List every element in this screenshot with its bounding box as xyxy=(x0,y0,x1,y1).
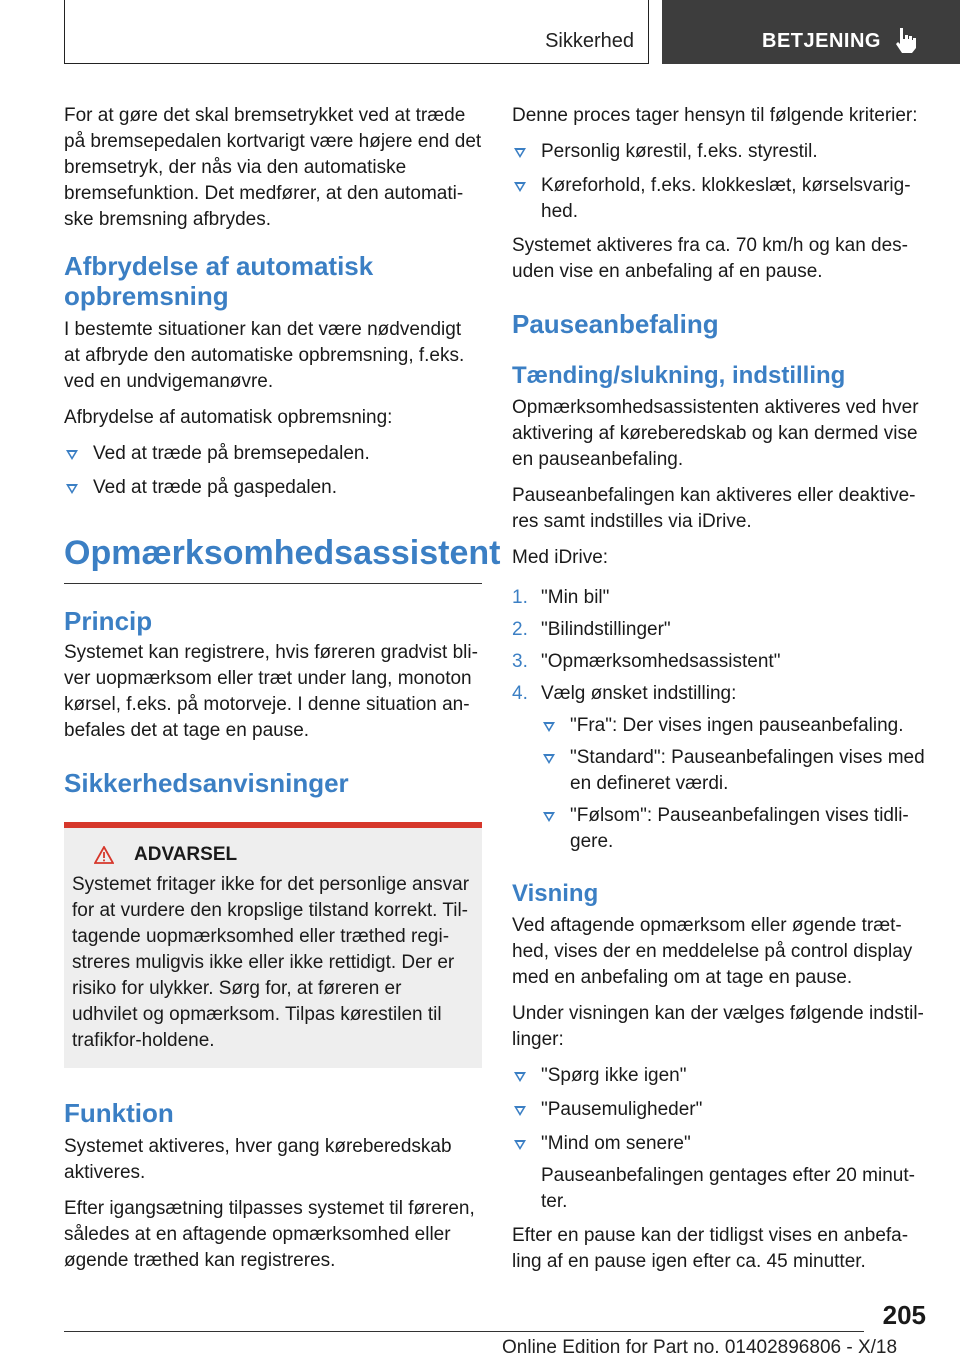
triangle-bullet-icon xyxy=(514,1072,526,1082)
list-item: "Standard": Pauseanbefalingen vises med en defineret værdi. xyxy=(541,745,926,797)
visning-list xyxy=(512,1063,926,1215)
right-column xyxy=(512,103,926,1285)
heading-princip: Princip xyxy=(64,606,153,636)
triangle-bullet-icon xyxy=(543,722,555,732)
triangle-bullet-icon xyxy=(543,754,555,764)
warning-text: Systemet fritager ikke for det personlige ansvar for at vurdere den kropslige tilstand korrekt. Til-tagende uopmærksomhed eller træthed regi-streres muligvis ikke eller ikke rettidigt. Der er risiko for ulykker. Sørg for, at føreren er udhvilet og opmærksom. Tilpas kørestilen til trafikfor-holdene. xyxy=(72,874,470,1051)
funktion-paragraph-2: Efter igangsætning tilpasses systemet til føreren, således at en aftagende opmærksomhed eller øgende træthed kan registreres. xyxy=(64,1198,475,1271)
list-item: "Følsom": Pauseanbefalingen vises tidli-gere. xyxy=(541,803,926,855)
idrive-lead: Med iDrive: xyxy=(512,547,609,568)
list-item: "Pausemuligheder" xyxy=(512,1097,926,1123)
activation-paragraph: Systemet aktiveres fra ca. 70 km/h og kan des-uden vise en anbefaling af en pause. xyxy=(512,235,909,282)
criteria-lead: Denne proces tager hensyn til følgende kriterier: xyxy=(512,105,918,126)
list-item: "Fra": Der vises ingen pauseanbefaling. xyxy=(541,713,926,739)
pointing-hand-icon xyxy=(894,26,918,54)
footer-divider xyxy=(64,1331,864,1332)
list-item: Ved at træde på bremsepedalen. xyxy=(64,441,482,467)
header-chapter-tab xyxy=(662,0,960,64)
step-item: 1. "Min bil" xyxy=(512,587,610,608)
heading-afbrydelse: Afbrydelse af automatisk opbremsning xyxy=(64,251,374,311)
triangle-bullet-icon xyxy=(66,450,78,460)
triangle-bullet-icon xyxy=(543,812,555,822)
heading-pause: Pauseanbefaling xyxy=(512,309,719,339)
idrive-steps xyxy=(512,585,926,855)
triangle-bullet-icon xyxy=(514,1106,526,1116)
visning-paragraph-1: Ved aftagende opmærksom eller øgende træt-hed, vises der en meddelelse på control display med en anbefaling om at tage en pause. xyxy=(512,915,913,988)
heading-divider xyxy=(64,583,482,584)
afbrydelse-lead: Afbrydelse af automatisk opbremsning: xyxy=(64,407,393,428)
heading-sikkerhed: Sikkerhedsanvisninger xyxy=(64,768,349,798)
list-item: "Spørg ikke igen" xyxy=(512,1063,926,1089)
princip-paragraph: Systemet kan registrere, hvis føreren gradvist bli-ver uopmærksom eller træt under lang, monoton kørsel, f.eks. på motorveje. I denne situation an-befales det at tage en pause. xyxy=(64,642,478,741)
taending-paragraph-1: Opmærksomhedsassistenten aktiveres ved hver aktivering af køreberedskab og kan dermed vise en pauseanbefaling. xyxy=(512,397,919,470)
intro-paragraph: For at gøre det skal bremsetrykket ved at træde på bremsepedalen kortvarigt være højere end det bremsetryk, der nås via den automatiske bremsefunktion. Det medfører, at den automati-ske bremsning afbrydes. xyxy=(64,105,482,230)
triangle-bullet-icon xyxy=(514,182,526,192)
warning-box xyxy=(64,822,482,1068)
page-number: 205 xyxy=(882,1300,926,1330)
triangle-bullet-icon xyxy=(514,148,526,158)
criteria-list xyxy=(512,139,926,225)
heading-taending: Tænding/slukning, indstilling xyxy=(512,362,846,389)
heading-funktion: Funktion xyxy=(64,1098,174,1128)
mind-note: Pauseanbefalingen gentages efter 20 minut-ter. xyxy=(541,1165,915,1212)
chapter-title: BETJENING xyxy=(762,30,881,52)
option-list xyxy=(541,713,926,855)
triangle-bullet-icon xyxy=(66,484,78,494)
triangle-bullet-icon xyxy=(514,1140,526,1150)
list-item: "Mind om senere" Pauseanbefalingen gentages efter 20 minut-ter. xyxy=(512,1131,926,1215)
afbrydelse-paragraph: I bestemte situationer kan det være nødvendigt at afbryde den automatiske opbremsning, f.eks. ved en undvigemanøvre. xyxy=(64,319,465,392)
list-item: Køreforhold, f.eks. klokkeslæt, kørselsvarig-hed. xyxy=(512,173,926,225)
taending-paragraph-2: Pauseanbefalingen kan aktiveres eller deaktive-res samt indstilles via iDrive. xyxy=(512,485,916,532)
funktion-paragraph-1: Systemet aktiveres, hver gang køreberedskab aktiveres. xyxy=(64,1136,452,1183)
heading-visning: Visning xyxy=(512,880,599,907)
step-item: 2. "Bilindstillinger" xyxy=(512,619,671,640)
afbrydelse-list xyxy=(64,441,482,501)
visning-paragraph-2: Under visningen kan der vælges følgende indstil-linger: xyxy=(512,1003,924,1050)
warning-title: ADVARSEL xyxy=(72,842,472,868)
step-item: 3. "Opmærksomhedsassistent" xyxy=(512,651,781,672)
final-paragraph: Efter en pause kan der tidligst vises en anbefa-ling af en pause igen efter ca. 45 minutter. xyxy=(512,1225,909,1272)
warning-triangle-icon xyxy=(94,846,114,864)
heading-main: Opmærksomhedsassistent xyxy=(64,534,501,572)
list-item: Ved at træde på gaspedalen. xyxy=(64,475,482,501)
header-section-box xyxy=(64,0,649,64)
list-item: Personlig kørestil, f.eks. styrestil. xyxy=(512,139,926,165)
edition-note: Online Edition for Part no. 01402896806 - X/18 xyxy=(502,1337,898,1358)
step-item: 4. Vælg ønsket indstilling: "Fra": Der vises ingen pauseanbefaling. "Standard": Pauseanbefalingen vises med en defineret værdi. "Følsom": Pauseanbefalingen vises tidli-gere. xyxy=(512,681,926,855)
header-section-title: Sikkerhed xyxy=(545,30,634,52)
left-column xyxy=(64,103,501,1284)
